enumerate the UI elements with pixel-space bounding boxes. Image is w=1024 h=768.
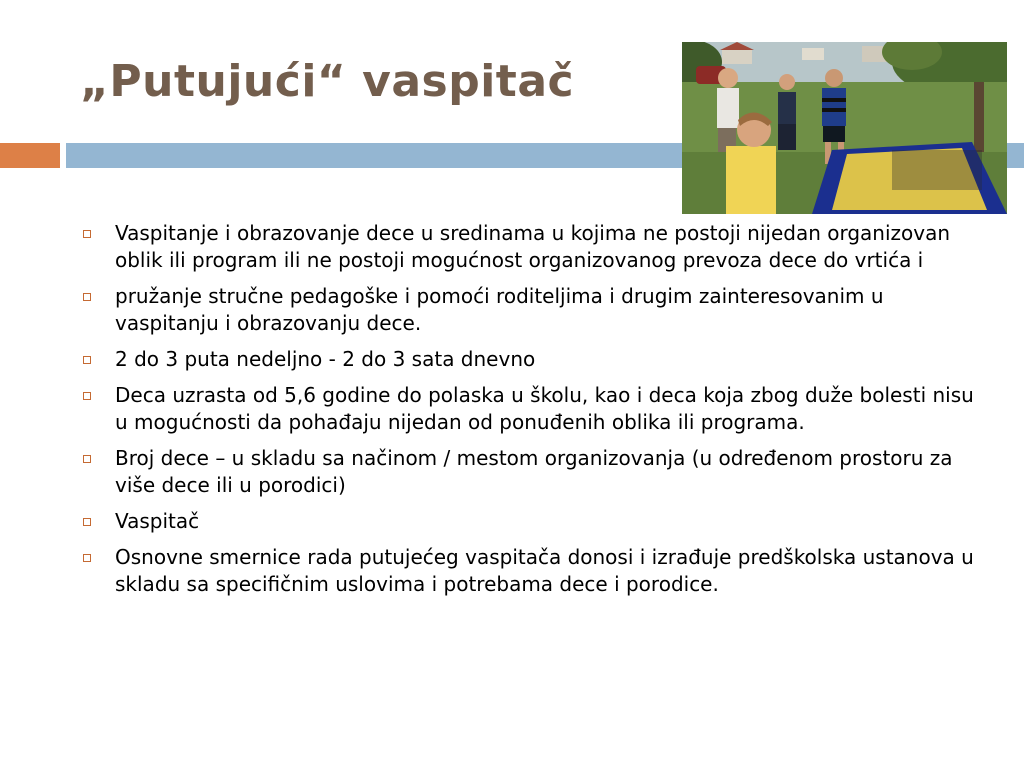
photo-children-playing <box>682 42 1007 214</box>
bullet-item <box>80 283 980 337</box>
bullet-text: 2 do 3 puta nedeljno - 2 do 3 sata dnevno <box>115 347 536 371</box>
bullet-item <box>80 346 980 373</box>
bullet-text: Vaspitanje i obrazovanje dece u sredinama u kojima ne postoji nijedan organizovan oblik ili program ili ne postoji mogućnost organizovanog prevoza dece do vrtića i <box>115 221 951 272</box>
bullet-text: pružanje stručne pedagoške i pomoći roditeljima i drugim zainteresovanim u vaspitanju i obrazovanju dece. <box>115 284 884 335</box>
bullet-square-icon <box>83 518 91 526</box>
bullet-text: Broj dece – u skladu sa načinom / mestom organizovanja (u određenom prostoru za više dece ili u porodici) <box>115 446 953 497</box>
bullet-text: Vaspitač <box>115 509 200 533</box>
bullet-square-icon <box>83 230 91 238</box>
bullet-item <box>80 382 980 436</box>
bullet-square-icon <box>83 392 91 400</box>
bullet-item <box>80 508 980 535</box>
photo-illustration <box>682 42 1007 214</box>
bullet-text: Osnovne smernice rada putujećeg vaspitača donosi i izrađuje predškolska ustanova u skladu sa specifičnim uslovima i potrebama dece i porodice. <box>115 545 974 596</box>
bullet-square-icon <box>83 455 91 463</box>
bullet-square-icon <box>83 554 91 562</box>
bullet-item <box>80 544 980 598</box>
accent-bar-left <box>0 143 60 168</box>
bullet-item <box>80 445 980 499</box>
bullet-text: Deca uzrasta od 5,6 godine do polaska u školu, kao i deca koja zbog duže bolesti nisu u mogućnosti da pohađaju nijedan od ponuđenih oblika ili programa. <box>115 383 974 434</box>
bullet-list <box>80 220 980 598</box>
bullet-item <box>80 220 980 274</box>
bullet-square-icon <box>83 356 91 364</box>
slide-body <box>80 220 980 607</box>
bullet-square-icon <box>83 293 91 301</box>
slide-title: „Putujući“ vaspitač <box>80 56 575 107</box>
